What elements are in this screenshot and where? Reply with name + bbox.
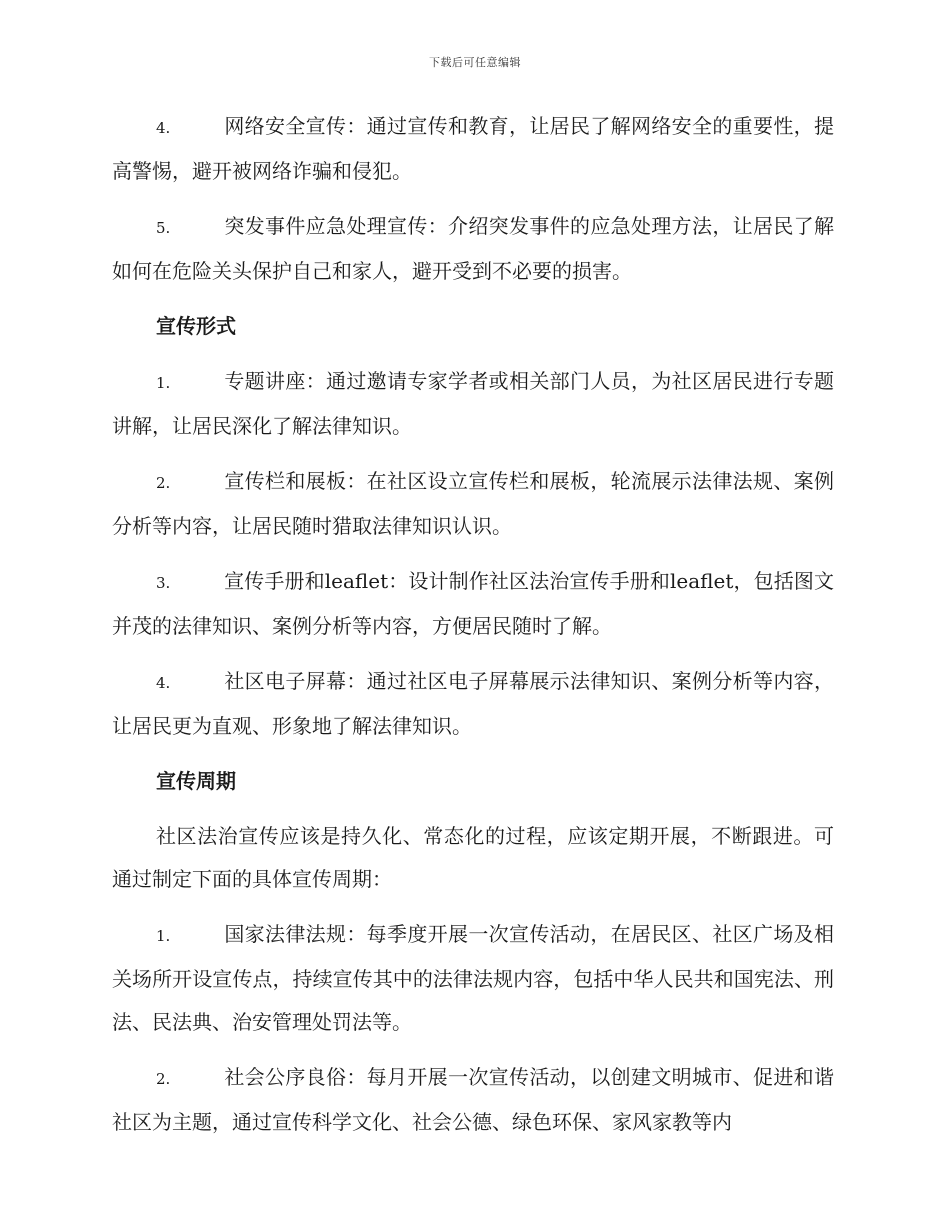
list-item-emergency	[112, 205, 834, 293]
list-item-number: 2.	[156, 474, 171, 492]
paragraph-cycle-intro: 社区法治宣传应该是持久化、常态化的过程，应该定期开展，不断跟进。可通过制定下面的具体宣传周期：	[112, 824, 834, 891]
section-heading-cycle: 宣传周期	[156, 769, 236, 793]
list-item-text: 社会公序良俗：每月开展一次宣传活动，以创建文明城市、促进和谐社区为主题，通过宣传科学文化、社会公德、绿色环保、家风家教等内	[112, 1065, 834, 1134]
document-body	[112, 105, 834, 1156]
list-item-text: 宣传手册和leaflet：设计制作社区法治宣传手册和leaflet，包括图文并茂的法律知识、案例分析等内容，方便居民随时了解。	[112, 569, 834, 638]
list-item-public-order	[112, 1056, 834, 1144]
page-header: 下载后可任意编辑	[429, 56, 521, 69]
list-item-handbook	[112, 560, 834, 648]
list-item-text: 突发事件应急处理宣传：介绍突发事件的应急处理方法，让居民了解如何在危险关头保护自己和家人，避开受到不必要的损害。	[112, 214, 834, 283]
list-item-screen	[112, 660, 834, 748]
list-item-bulletin	[112, 460, 834, 548]
list-item-national-law	[112, 913, 834, 1044]
list-item-text: 宣传栏和展板：在社区设立宣传栏和展板，轮流展示法律法规、案例分析等内容，让居民随时猎取法律知识认识。	[112, 469, 834, 538]
list-item-number: 5.	[156, 219, 171, 237]
list-item-text: 网络安全宣传：通过宣传和教育，让居民了解网络安全的重要性，提高警惕，避开被网络诈骗和侵犯。	[112, 114, 834, 183]
section-heading-forms: 宣传形式	[156, 314, 236, 338]
list-item-text: 专题讲座：通过邀请专家学者或相关部门人员，为社区居民进行专题讲解，让居民深化了解法律知识。	[112, 369, 834, 438]
list-item-network-security	[112, 105, 834, 193]
list-item-text: 国家法律法规：每季度开展一次宣传活动，在居民区、社区广场及相关场所开设宣传点，持续宣传其中的法律法规内容，包括中华人民共和国宪法、刑法、民法典、治安管理处罚法等。	[112, 922, 834, 1034]
list-item-number: 1.	[156, 374, 171, 392]
list-item-number: 2.	[156, 1070, 171, 1088]
list-item-number: 4.	[156, 674, 171, 692]
list-item-number: 1.	[156, 927, 171, 945]
list-item-text: 社区电子屏幕：通过社区电子屏幕展示法律知识、案例分析等内容，让居民更为直观、形象地了解法律知识。	[112, 669, 834, 738]
list-item-number: 4.	[156, 119, 171, 137]
list-item-number: 3.	[156, 574, 171, 592]
list-item-lecture	[112, 360, 834, 448]
